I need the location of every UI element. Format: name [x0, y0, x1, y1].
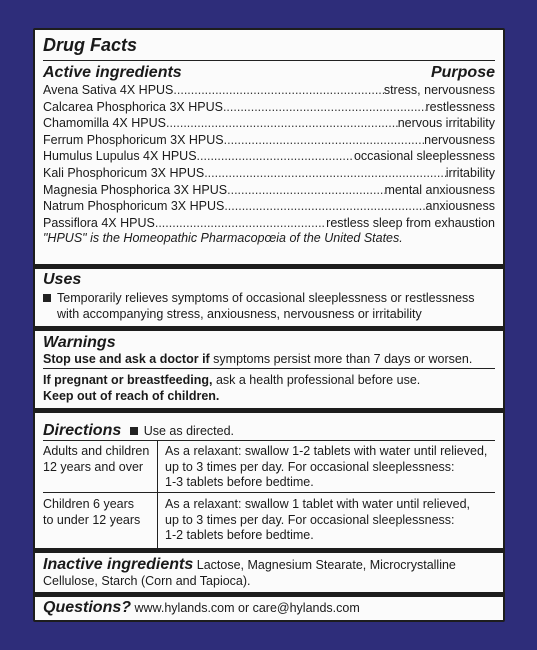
ingredient-name: Chamomilla 4X HPUS: [43, 116, 166, 131]
ingredient-purpose: irritability: [445, 165, 495, 180]
uses-heading: Uses: [43, 271, 82, 288]
divider: [43, 368, 495, 369]
dosage-line: 1-3 tablets before bedtime.: [165, 475, 314, 489]
inactive-text: Cellulose, Starch (Corn and Tapioca).: [43, 574, 251, 588]
keep-out-warning: Keep out of reach of children.: [43, 388, 220, 403]
contact-info: www.hylands.com or care@hylands.com: [131, 601, 360, 615]
dosage-line: As a relaxant: swallow 1-2 tablets with water until relieved,: [165, 444, 488, 458]
age-group: to under 12 years: [43, 512, 141, 527]
active-ingredients-heading: Active ingredients: [43, 64, 182, 81]
dosage-line: As a relaxant: swallow 1 tablet with water until relieved,: [165, 497, 471, 511]
ingredient-name: Magnesia Phosphorica 3X HPUS: [43, 182, 228, 197]
ingredient-purpose: nervousness: [424, 132, 495, 147]
warnings-section: [43, 334, 495, 368]
ingredient-purpose: stress, nervousness: [383, 83, 495, 97]
stop-use-bold: Stop use and ask a doctor if: [43, 352, 210, 366]
dosage-line: up to 3 times per day. For occasional sleeplessness:: [165, 459, 455, 474]
purpose-heading: Purpose: [430, 64, 495, 81]
section-divider: [35, 408, 503, 413]
pregnancy-warning: [43, 373, 495, 389]
uses-line: with accompanying stress, anxiousness, nervousness or irritability: [57, 306, 422, 321]
ingredient-purpose: mental anxiousness: [384, 182, 495, 197]
section-divider: [35, 326, 503, 331]
age-group: Adults and children: [43, 444, 150, 458]
divider: [43, 60, 495, 61]
pregnancy-bold: If pregnant or breastfeeding,: [43, 373, 213, 387]
inactive-heading: Inactive ingredients: [43, 556, 194, 573]
ingredient-row: [43, 148, 495, 165]
ingredient-purpose: restless sleep from exhaustion: [326, 215, 495, 230]
column-divider: [157, 440, 158, 548]
ingredient-purpose: occasional sleeplessness: [353, 149, 495, 164]
ingredient-row: [43, 99, 495, 116]
ingredient-row: [43, 198, 495, 215]
divider: [43, 492, 495, 493]
title-text: Drug Facts: [43, 35, 138, 55]
active-ingredients-list: [43, 82, 495, 247]
drug-facts-label: [33, 28, 505, 622]
drug-facts-title: [43, 34, 495, 56]
ingredient-purpose: anxiousness: [425, 199, 495, 214]
ingredient-row: [43, 115, 495, 132]
ingredient-row: [43, 182, 495, 199]
ingredient-name: Kali Phosphoricum 3X HPUS: [43, 165, 205, 180]
warnings-heading: Warnings: [43, 334, 116, 351]
ingredient-row: [43, 82, 495, 99]
ingredient-purpose: nervous irritability: [397, 116, 495, 131]
dosage-line: up to 3 times per day. For occasional sleeplessness:: [165, 512, 455, 527]
hpus-footnote: "HPUS" is the Homeopathic Pharmacopœia of the United States.: [43, 231, 403, 246]
ingredient-name: Passiflora 4X HPUS: [43, 215, 155, 230]
ingredient-name: Humulus Lupulus 4X HPUS: [43, 149, 197, 164]
inactive-text: Lactose, Magnesium Stearate, Microcrystalline: [193, 558, 456, 572]
section-divider: [35, 592, 503, 597]
uses-line: Temporarily relieves symptoms of occasional sleeplessness or restlessness: [57, 291, 475, 305]
directions-header: [43, 422, 495, 440]
active-ingredients-header: [43, 64, 495, 82]
dosage-line: 1-2 tablets before bedtime.: [165, 528, 314, 542]
directions-heading: Directions: [43, 422, 122, 439]
inactive-ingredients-section: [43, 556, 495, 590]
uses-section: [43, 271, 495, 322]
section-divider: [35, 264, 503, 269]
ingredient-name: Natrum Phosphoricum 3X HPUS: [43, 199, 225, 214]
section-divider: [35, 548, 503, 553]
ingredient-name: Avena Sativa 4X HPUS: [43, 83, 174, 97]
ingredient-purpose: restlessness: [425, 99, 495, 114]
ingredient-row: [43, 132, 495, 149]
ingredient-name: Calcarea Phosphorica 3X HPUS: [43, 99, 223, 114]
stop-use-detail: symptoms persist more than 7 days or worsen.: [209, 352, 473, 366]
ingredient-name: Ferrum Phosphoricum 3X HPUS: [43, 132, 224, 147]
stop-use-text: [43, 352, 495, 368]
ingredient-row: [43, 215, 495, 232]
uses-text: [43, 291, 495, 307]
divider: [43, 440, 495, 441]
age-group: 12 years and over: [43, 459, 144, 474]
bullet-icon: [43, 294, 51, 302]
warnings-more: [43, 373, 495, 404]
directions-intro: Use as directed.: [143, 424, 235, 438]
pregnancy-detail: ask a health professional before use.: [212, 373, 421, 387]
questions-heading: Questions?: [43, 599, 132, 616]
questions-section: [43, 599, 495, 617]
ingredient-row: [43, 165, 495, 182]
age-group: Children 6 years: [43, 497, 135, 511]
bullet-icon: [130, 427, 138, 435]
